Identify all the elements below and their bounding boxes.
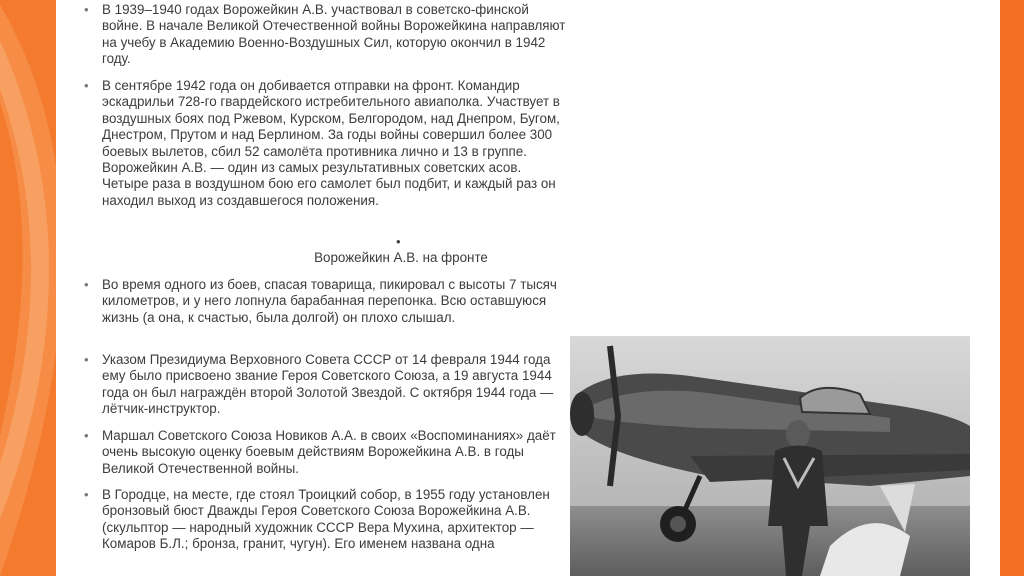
- bullet-icon: •: [84, 78, 89, 93]
- bullet-text: В 1939–1940 годах Ворожейкин А.В. участвовал в советско-финской войне. В начале Великой Отечественной войны Ворожейкина направляют на учебу в Академию Военно-Воздушных Сил, которую окончил в 1942 году.: [102, 2, 566, 67]
- list-item: [84, 352, 570, 418]
- list-item: [84, 487, 570, 553]
- bullet-text: В Городце, на месте, где стоял Троицкий собор, в 1955 году установлен бронзовый бюст Дважды Героя Советского Союза Ворожейкина А.В. (скульптор — народный художник СССР Вера Мухина, архитектор — Комаров Б.Л.; бронза, гранит, чугун). Его именем названа одна: [102, 487, 550, 552]
- list-item: [84, 78, 570, 209]
- list-item: [84, 2, 570, 68]
- bullet-text: Во время одного из боев, спасая товарища, пикировал с высоты 7 тысяч километров, и у него лопнула барабанная перепонка. Всю оставшуюся жизнь (а она, к счастью, была долгой) он плохо слышал.: [102, 277, 557, 325]
- bullet-text: Маршал Советского Союза Новиков А.А. в своих «Воспоминаниях» даёт очень высокую оценку боевым действиям Ворожейкина А.В. в годы Великой Отечественной войны.: [102, 428, 556, 476]
- bullet-icon: •: [84, 487, 89, 502]
- bullet-icon: •: [84, 428, 89, 443]
- bullet-text: В сентябре 1942 года он добивается отправки на фронт. Командир эскадрильи 728-го гвардейского истребительного авиаполка. Участвует в воздушных боях под Ржевом, Курском, Белгородом, над Днепром, Бугом, Днестром, Прутом и над Берлином. За годы войны совершил более 300 боевых вылетов, сбил 52 самолёта противника лично и 13 в группе. Ворожейкин А.В. — один из самых результативных советских асов. Четыре раза в воздушном бою его самолет был подбит, и каждый раз он находил выход из создавшегося положения.: [102, 78, 560, 208]
- bullet-icon: •: [84, 277, 89, 292]
- bullet-icon: •: [84, 352, 89, 367]
- photo-caption: Ворожейкин А.В. на фронте: [314, 250, 488, 265]
- list-item: [84, 428, 570, 477]
- list-item: [84, 277, 570, 326]
- caption-bullet-icon: •: [396, 234, 401, 249]
- pilot-photo: [570, 336, 970, 576]
- bullet-text: Указом Президиума Верховного Совета СССР от 14 февраля 1944 года ему было присвоено звание Героя Советского Союза, а 19 августа 1944 года он был награждён второй Золотой Звездой. С октября 1944 года — лётчик-инструктор.: [102, 352, 554, 417]
- airplane-photo-illustration: [570, 336, 970, 576]
- bullet-icon: •: [84, 2, 89, 17]
